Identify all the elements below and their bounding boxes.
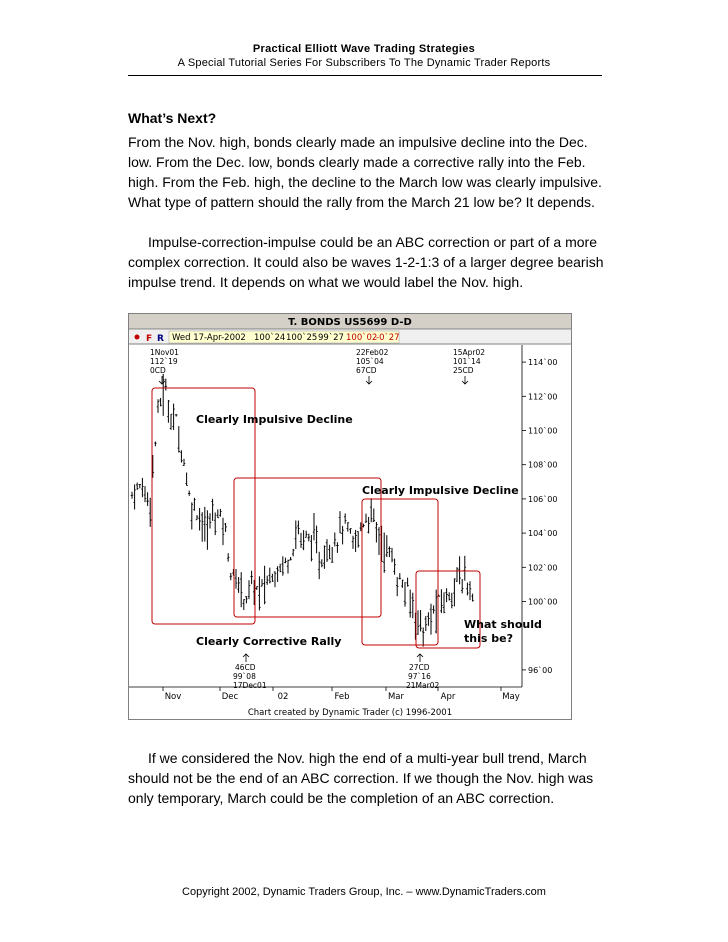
- chart-credit: Chart created by Dynamic Trader (c) 1996-2001: [247, 708, 453, 718]
- pivot-feb02-line-3: 67CD: [356, 366, 377, 375]
- pivot-apr02-line-1: 15Apr02: [453, 348, 486, 357]
- paragraph-3: If we considered the Nov. high the end of a multi-year bull trend, March should not be the end of an ABC correction. If we though the Nov. high was only temporary, March could be the completion of an ABC correction.: [128, 750, 594, 806]
- x-tick-label: Apr: [440, 692, 456, 702]
- header-divider: [128, 75, 602, 76]
- y-tick-label: 100`00: [528, 597, 558, 607]
- y-tick-label: 104`00: [528, 529, 558, 539]
- toolbar-value-3: 99`27: [318, 333, 344, 343]
- x-tick-label: Mar: [387, 692, 405, 702]
- paragraph-1: From the Nov. high, bonds clearly made an impulsive decline into the Dec. low. From the Dec. low, bonds clearly made a corrective rally into the Feb. high. From the Feb. high, the decline to the March low was clearly impulsive. What type of pattern should the rally from the March 21 low be? It depends.: [128, 134, 602, 210]
- y-tick-label: 108`00: [528, 460, 558, 470]
- pivot-apr02-line-3: 25CD: [453, 366, 474, 375]
- chart-svg: [128, 313, 572, 720]
- toolbar-value-1: 100`24: [254, 333, 286, 343]
- chart-title: T. BONDS US5699 D-D: [288, 317, 412, 328]
- pivot-nov01-line-3: 0CD: [150, 366, 166, 375]
- x-tick-label: Feb: [334, 692, 350, 702]
- pivot-mar02-line-2: 97`16: [408, 672, 431, 681]
- x-tick-label: Dec: [221, 692, 239, 702]
- y-tick-label: 112`00: [528, 392, 558, 402]
- bond-chart: [128, 313, 572, 720]
- label-corrective-rally: Clearly Corrective Rally: [196, 635, 342, 648]
- label-impulsive-decline-1: Clearly Impulsive Decline: [196, 413, 353, 426]
- toolbar-value-2: 100`25: [286, 333, 318, 343]
- toolbar-date: Wed 17-Apr-2002: [172, 333, 246, 343]
- y-tick-label: 96`00: [528, 665, 553, 675]
- y-tick-label: 110`00: [528, 426, 558, 436]
- y-tick-label: 114`00: [528, 358, 558, 368]
- pivot-nov01-line-1: 1Nov01: [150, 348, 179, 357]
- pivot-mar02-line-1: 27CD: [409, 663, 430, 672]
- y-tick-label: 106`00: [528, 494, 558, 504]
- pivot-apr02-line-2: 101`14: [453, 357, 481, 366]
- pivot-feb02-line-1: 22Feb02: [356, 348, 389, 357]
- section-heading: What’s Next?: [128, 110, 217, 126]
- pivot-dec01-line-3: 17Dec01: [233, 681, 267, 690]
- header-subtitle: A Special Tutorial Series For Subscribers To The Dynamic Trader Reports: [177, 57, 551, 69]
- paragraph-2: Impulse-correction-impulse could be an ABC correction or part of a more complex correction. It could also be waves 1-2-1:3 of a larger degree bearish impulse trend. It depends on what we would label the Nov. high.: [128, 234, 604, 290]
- toolbar-flag-f: F: [146, 334, 153, 344]
- pivot-mar02-line-3: 21Mar02: [406, 681, 440, 690]
- pivot-dec01-line-2: 99`08: [233, 672, 256, 681]
- pivot-dec01-line-1: 46CD: [235, 663, 256, 672]
- x-tick-label: Nov: [164, 692, 182, 702]
- x-tick-label: 02: [277, 692, 289, 702]
- chart-frame: [129, 314, 572, 720]
- pivot-feb02-line-2: 105`04: [356, 357, 384, 366]
- page-footer: Copyright 2002, Dynamic Traders Group, Inc. – www.DynamicTraders.com: [182, 886, 546, 898]
- label-impulsive-decline-2: Clearly Impulsive Decline: [362, 484, 519, 497]
- y-tick-label: 102`00: [528, 563, 558, 573]
- x-tick-label: May: [502, 692, 520, 702]
- label-question-line-1: What should: [464, 618, 542, 631]
- record-dot-icon: [135, 335, 140, 340]
- toolbar-flag-r: R: [157, 334, 164, 344]
- toolbar-value-5: -0`27: [376, 333, 400, 343]
- header-title: Practical Elliott Wave Trading Strategies: [252, 43, 476, 55]
- label-question-line-2: this be?: [464, 632, 513, 645]
- pivot-nov01-line-2: 112`19: [150, 357, 178, 366]
- toolbar-value-4: 100`02: [346, 333, 378, 343]
